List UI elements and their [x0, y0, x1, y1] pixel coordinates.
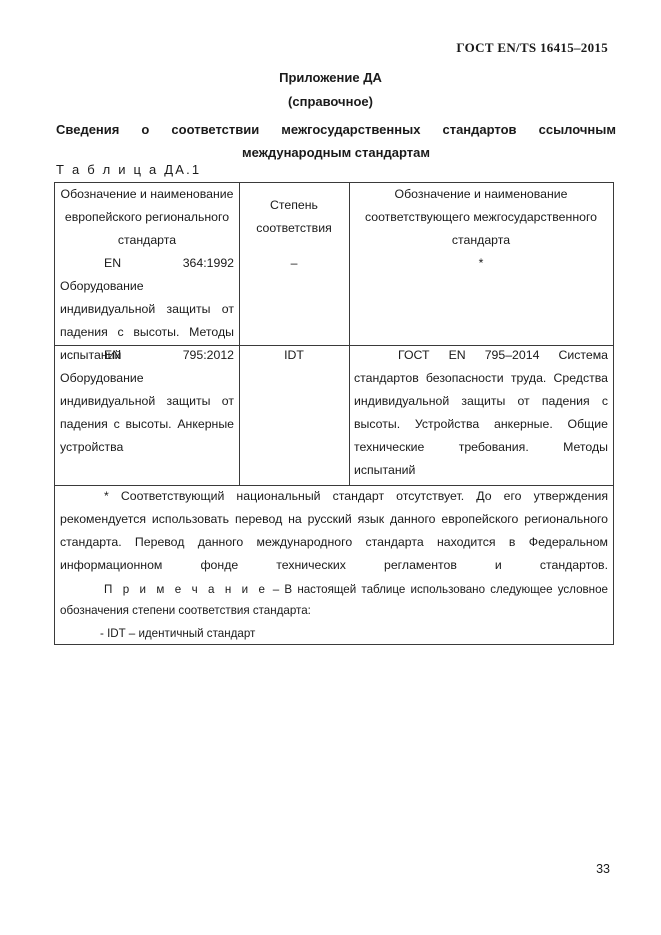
- appendix-subtitle: (справочное): [288, 94, 373, 109]
- table-row-2-interstate: ГОСТ EN 795–2014 Система стандартов безопасности труда. Средства индивидуальной защиты от падения с высоты. Устройства анкерные. Общие технические требования. Методы испытаний: [354, 348, 608, 477]
- table-caption: Т а б л и ц а ДА.1: [56, 162, 202, 177]
- table-header-european: Обозначение и наименование европейского регионального стандарта: [60, 187, 234, 247]
- note-text: – В настоящей таблице использовано следующее условное обозначения степени соответствия стандарта:: [60, 583, 608, 617]
- appendix-title: Приложение ДА: [279, 70, 382, 85]
- table-border-right: [613, 182, 614, 644]
- note-paragraph: [60, 579, 608, 621]
- table-row-2-european: EN 795:2012 Оборудование индивидуальной защиты от падения с высоты. Анкерные устройства: [60, 348, 234, 454]
- page-number: 33: [596, 862, 610, 876]
- appendix-heading: Сведения о соответствии межгосударственных стандартов ссылочным международным стандартам: [56, 122, 616, 160]
- legend-idt: - IDT – идентичный стандарт: [100, 627, 256, 640]
- document-code: ГОСТ EN/TS 16415–2015: [456, 40, 608, 55]
- footnote-text: * Соответствующий национальный стандарт отсутствует. До его утверждения рекомендуется использовать перевод на русский язык данного европейского регионального стандарта. Перевод данного международного стандарта находится в Федеральном информационном фонде технических регламентов и стандартов.: [60, 489, 608, 572]
- table-row-1-interstate: *: [478, 256, 484, 270]
- table-row-1-european: EN 364:1992 Оборудование индивидуальной защиты от падения с высоты. Методы испытаний: [60, 256, 234, 362]
- column-divider-2: [349, 182, 350, 485]
- table-notes: [60, 485, 608, 644]
- note-label: П р и м е ч а н и е: [104, 583, 268, 596]
- table-border-bottom: [54, 644, 614, 645]
- table-header-interstate: Обозначение и наименование соответствующего межгосударственного стандарта: [364, 187, 597, 247]
- column-divider-1: [239, 182, 240, 485]
- table-row-1-degree: –: [290, 256, 298, 270]
- table-border-left: [54, 182, 55, 644]
- table-header-degree: Степень соответствия: [256, 198, 332, 235]
- table-row-2-degree: IDT: [284, 348, 304, 362]
